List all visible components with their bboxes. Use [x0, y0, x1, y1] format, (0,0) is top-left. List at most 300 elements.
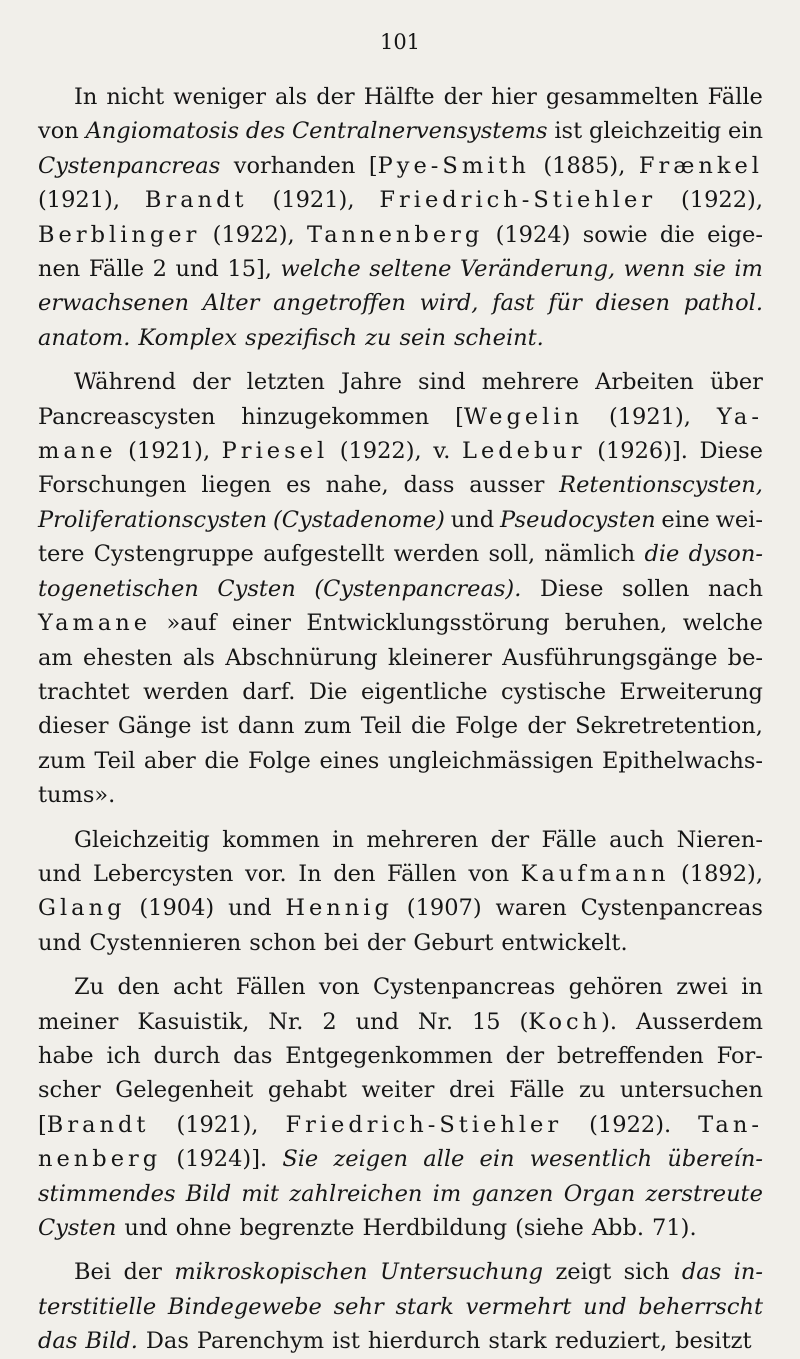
word: Nr.	[417, 1008, 454, 1035]
word: spezifisch	[245, 324, 358, 351]
word: Entwicklungsstörung	[306, 610, 550, 637]
word: welche	[280, 256, 361, 283]
text-line	[38, 641, 763, 675]
word: Frænkel	[638, 152, 763, 179]
word: weniger	[173, 84, 266, 110]
word: dann	[237, 713, 295, 740]
word: Gleichzeitig	[74, 826, 210, 853]
word: nämlich	[544, 541, 636, 568]
text-line	[38, 926, 763, 960]
word: Cysten	[217, 575, 296, 602]
word: Zu	[74, 974, 105, 1001]
word: sollen	[622, 575, 690, 602]
text-line	[38, 321, 763, 355]
word: sich	[623, 1259, 670, 1286]
word: Retentionscysten,	[559, 472, 763, 499]
word: gehören	[568, 974, 663, 1001]
word: (1921),	[38, 187, 120, 214]
text-line	[38, 1073, 763, 1107]
word: trachtet	[38, 678, 130, 705]
word: schon	[249, 929, 316, 956]
word: gehabt	[267, 1077, 347, 1104]
word: Fälle	[88, 256, 145, 283]
word: Pancreascysten	[38, 403, 216, 430]
word: ausser	[469, 472, 545, 499]
word: erwachsenen	[38, 290, 189, 317]
word: terstitielle	[38, 1293, 157, 1320]
word: Jahre	[340, 369, 402, 396]
text-line	[38, 400, 763, 434]
word: weiter	[361, 1077, 435, 1104]
word: Kasuistik,	[137, 1008, 250, 1035]
word: eige-	[707, 221, 763, 248]
word: seltene	[369, 256, 452, 283]
word: liegen	[201, 472, 272, 499]
word: dieser	[38, 713, 109, 740]
text-line	[38, 468, 763, 502]
word: einer	[231, 610, 291, 637]
word: Fällen	[235, 974, 306, 1001]
word: das	[233, 1042, 273, 1069]
word: wesentlich	[529, 1146, 653, 1173]
word: Herdbildung	[362, 1215, 508, 1241]
word: von	[468, 860, 510, 887]
word: Veränderung,	[459, 256, 616, 283]
word: im	[432, 1180, 462, 1207]
text-line	[38, 1211, 763, 1245]
word: ungleichmässigen	[387, 747, 594, 774]
word: Die	[308, 678, 348, 705]
word: stimmendes	[38, 1180, 176, 1207]
word: Erweiterung	[619, 678, 763, 705]
word: meiner	[38, 1008, 119, 1035]
word: zu	[579, 1077, 606, 1104]
word: Nieren-	[676, 826, 763, 853]
word: Ya-	[716, 403, 763, 430]
word: (1922),	[681, 187, 763, 214]
word: zeigen	[333, 1146, 409, 1173]
text-line	[38, 286, 763, 320]
word: der	[192, 369, 231, 396]
word: Folge	[247, 747, 311, 774]
word: Gelegenheit	[115, 1077, 254, 1104]
word: Ausführungsgänge	[502, 644, 718, 671]
word: (1885),	[543, 152, 626, 179]
word: wenn	[623, 256, 686, 283]
word: sein	[399, 324, 446, 351]
word: Nr.	[268, 1008, 304, 1035]
word: des	[245, 118, 286, 145]
word: mehreren	[366, 826, 479, 853]
word: Brandt	[144, 187, 248, 214]
word: Epithelwachs-	[602, 747, 763, 774]
word: in	[741, 974, 763, 1001]
word: (1921),	[608, 403, 691, 430]
word: als	[182, 644, 215, 671]
word: scher	[38, 1077, 101, 1104]
word: für	[548, 290, 582, 317]
word: (1922),	[212, 221, 295, 248]
word: habe	[38, 1042, 94, 1069]
word: und	[38, 860, 82, 887]
word: Tan-	[698, 1111, 763, 1138]
word: Centralnervensystems	[291, 118, 548, 145]
word: sind	[418, 369, 466, 396]
word: Teil	[94, 747, 136, 774]
text-line	[38, 891, 763, 925]
word: in-	[733, 1259, 763, 1286]
word: Friedrich-Stiehler	[285, 1111, 563, 1138]
word: Berblinger	[38, 221, 201, 248]
text-line	[38, 1177, 763, 1211]
word: (1922).	[589, 1111, 672, 1138]
word: die	[644, 541, 680, 568]
word: (1904)	[139, 895, 215, 922]
word: mikroskopischen	[174, 1259, 368, 1286]
word: (1892),	[681, 860, 763, 887]
word: (1924)].	[176, 1146, 268, 1173]
word: In	[74, 84, 98, 110]
word: Hälfte	[363, 84, 435, 110]
word: Pseudocysten	[500, 506, 656, 533]
word: der	[123, 1259, 162, 1286]
word: es	[286, 472, 311, 499]
word: 2	[322, 1008, 337, 1035]
word: der	[366, 929, 406, 956]
word: Abschnürung	[225, 644, 378, 671]
word: Priesel	[221, 438, 329, 465]
word: das	[38, 1328, 78, 1355]
word: nenberg	[38, 1146, 162, 1173]
word: der	[443, 84, 483, 110]
text-line	[38, 1255, 763, 1289]
word: kleinerer	[387, 644, 492, 671]
word: aufgestellt	[263, 541, 385, 568]
word: Geburt	[413, 929, 494, 956]
word: (1907)	[406, 895, 482, 922]
word: eines	[319, 747, 380, 774]
word: ehesten	[83, 644, 173, 671]
word: gleichzeitig	[588, 118, 722, 145]
word: zerstreute	[645, 1180, 763, 1207]
word: Organ	[563, 1180, 636, 1207]
word: nahe,	[325, 472, 389, 499]
word: Ausserdem	[636, 1008, 763, 1035]
word: Komplex	[138, 324, 238, 351]
word: Bild	[185, 1180, 232, 1207]
word: Ledebur	[462, 438, 586, 465]
text-line	[38, 434, 763, 468]
word: vorhanden	[233, 152, 356, 179]
word: zum	[303, 713, 352, 740]
text-line	[38, 572, 763, 606]
word: (siehe	[515, 1215, 584, 1241]
word: Arbeiten	[595, 369, 694, 396]
word: soll,	[488, 541, 536, 568]
word: Bei	[74, 1259, 112, 1286]
word: wei-	[715, 506, 763, 533]
word: Sekretretention,	[575, 713, 763, 740]
word: übereín-	[667, 1146, 763, 1173]
word: Kaufmann	[520, 860, 670, 887]
text-line	[38, 709, 763, 743]
word: der	[527, 713, 566, 740]
word: der	[490, 826, 530, 853]
word: aber	[143, 747, 196, 774]
word: (Cystenpancreas).	[314, 575, 522, 602]
word: togenetischen	[38, 575, 199, 602]
word: gesammelten	[545, 84, 699, 110]
word: vor.	[245, 860, 287, 887]
word: Entgegenkommen	[285, 1042, 493, 1069]
word: Bild.	[85, 1328, 138, 1355]
word: besitzt	[675, 1328, 752, 1355]
word: und	[175, 256, 219, 283]
word: stark	[395, 1293, 454, 1320]
word: ist	[200, 713, 229, 740]
word: zwei	[676, 974, 728, 1001]
word: Fälle	[707, 84, 763, 110]
word: Fälle	[541, 826, 597, 853]
word: cystische	[500, 678, 607, 705]
word: hierdurch	[367, 1328, 481, 1355]
word: [Wegelin	[455, 403, 584, 430]
word: den	[333, 860, 376, 887]
text-line	[38, 218, 763, 252]
word: 15],	[227, 256, 272, 283]
word: Untersuchung	[379, 1259, 544, 1286]
word: kommen	[222, 826, 320, 853]
text-line	[38, 1039, 763, 1073]
text-line	[38, 149, 763, 183]
word: Glang	[38, 895, 126, 922]
word: zahlreichen	[289, 1180, 423, 1207]
word: ist	[332, 1328, 360, 1355]
word: zum	[38, 747, 86, 774]
word: den	[117, 974, 160, 1001]
word: scheint.	[454, 324, 544, 351]
text-line	[38, 114, 763, 148]
word: Hennig	[285, 895, 393, 922]
word: und	[38, 929, 82, 956]
word: Forschungen	[38, 472, 187, 499]
word: (1921),	[272, 187, 355, 214]
word: stark	[488, 1328, 547, 1355]
text-line	[38, 1324, 763, 1358]
text-line	[38, 1290, 763, 1324]
word: (1926)].	[597, 438, 688, 465]
word: Folge	[455, 713, 519, 740]
word: Tannenberg	[306, 221, 484, 248]
word: (1924)	[495, 221, 571, 248]
text-line	[38, 606, 763, 640]
word: zeigt	[555, 1259, 612, 1286]
word: werden	[143, 678, 229, 705]
word: (Koch).	[519, 1008, 618, 1035]
text-line	[38, 1108, 763, 1142]
word: die	[204, 747, 240, 774]
word: Proliferationscysten	[38, 506, 268, 533]
word: Cystenpancreas	[580, 895, 763, 922]
word: pathol.	[683, 290, 763, 317]
word: (1921),	[176, 1111, 259, 1138]
word: von	[38, 118, 79, 145]
word: und	[583, 1293, 627, 1320]
word: sehr	[333, 1293, 384, 1320]
word: drei	[449, 1077, 495, 1104]
word: hier	[491, 84, 537, 110]
word: fast	[492, 290, 535, 317]
word: Während	[74, 369, 177, 396]
word: und	[228, 895, 272, 922]
word: Angiomatosis	[85, 118, 240, 145]
word: 15	[471, 1008, 501, 1035]
word: diesen	[595, 290, 670, 317]
word: beherrscht	[638, 1293, 763, 1320]
word: zu	[365, 324, 392, 351]
word: 2	[152, 256, 167, 283]
word: nen	[38, 256, 81, 283]
word: untersuchen	[619, 1077, 763, 1104]
word: 71).	[652, 1215, 697, 1241]
word: be-	[727, 644, 763, 671]
word: mane	[38, 438, 117, 465]
word: sowie	[582, 221, 648, 248]
word: von	[318, 974, 360, 1001]
text-line	[38, 857, 763, 891]
word: betreffenden	[556, 1042, 704, 1069]
word: und	[124, 1215, 168, 1241]
page-number: 101	[379, 30, 421, 54]
word: die	[659, 221, 695, 248]
word: eigentliche	[360, 678, 488, 705]
word: durch	[153, 1042, 221, 1069]
word: darf.	[242, 678, 296, 705]
word: nicht	[106, 84, 165, 110]
word: ein	[479, 1146, 515, 1173]
text-line	[38, 183, 763, 217]
word: reduziert,	[554, 1328, 668, 1355]
word: [Pye-Smith	[368, 152, 530, 179]
word: vermehrt	[465, 1293, 572, 1320]
word: waren	[495, 895, 567, 922]
word: Cystenpancreas	[373, 974, 556, 1001]
word: über	[709, 369, 763, 396]
text-line	[38, 675, 763, 709]
word: Fälle	[509, 1077, 565, 1104]
word: Friedrich-Stiehler	[379, 187, 657, 214]
word: der	[316, 84, 355, 110]
word: (1922),	[339, 438, 422, 465]
word: Cystennieren	[89, 929, 242, 956]
word: und	[355, 1008, 399, 1035]
word: das	[681, 1259, 722, 1286]
word: Cystenpancreas	[38, 152, 221, 179]
word: ist	[554, 118, 583, 145]
word: anatom.	[38, 324, 131, 351]
word: Cysten	[38, 1215, 117, 1241]
word: Diese	[699, 438, 763, 465]
word: welche	[682, 610, 763, 637]
word: (Cystadenome)	[273, 506, 445, 533]
word: dass	[403, 472, 455, 499]
word: Sie	[282, 1146, 319, 1173]
text-line	[38, 80, 763, 114]
word: ein	[727, 118, 763, 145]
word: ohne	[175, 1215, 232, 1241]
word: ganzen	[471, 1180, 554, 1207]
word: nach	[707, 575, 763, 602]
word: alle	[423, 1146, 465, 1173]
word: dyson-	[688, 541, 763, 568]
word: entwickelt.	[501, 929, 628, 956]
word: angetroffen	[273, 290, 406, 317]
word: am	[38, 644, 73, 671]
word: Das	[145, 1328, 189, 1355]
word: bei	[323, 929, 359, 956]
word: [Brandt	[38, 1111, 150, 1138]
word: als	[275, 84, 308, 110]
word: wird,	[419, 290, 479, 317]
word: For-	[716, 1042, 763, 1069]
word: Abb.	[591, 1215, 645, 1241]
word: mit	[241, 1180, 279, 1207]
text-line	[38, 823, 763, 857]
text-line	[38, 537, 763, 571]
word: Teil	[360, 713, 402, 740]
word: Yamane	[38, 610, 152, 637]
word: Gänge	[117, 713, 192, 740]
word: der	[505, 1042, 545, 1069]
body-text	[38, 80, 763, 1359]
word: beruhen,	[564, 610, 668, 637]
word: Lebercysten	[92, 860, 234, 887]
text-line	[38, 503, 763, 537]
word: (1921),	[128, 438, 211, 465]
word: auch	[609, 826, 665, 853]
word: Parenchym	[196, 1328, 325, 1355]
word: sie	[693, 256, 726, 283]
word: Alter	[202, 290, 260, 317]
word: werden	[393, 541, 480, 568]
word: und	[450, 506, 495, 533]
text-line	[38, 778, 763, 812]
text-line	[38, 744, 763, 778]
word: eine	[661, 506, 710, 533]
word: tere	[38, 541, 85, 568]
word: acht	[173, 974, 223, 1001]
text-line	[38, 970, 763, 1004]
word: Fällen	[387, 860, 457, 887]
word: »auf	[166, 610, 217, 637]
word: Diese	[539, 575, 604, 602]
word: im	[734, 256, 763, 283]
word: Cystengruppe	[93, 541, 254, 568]
word: begrenzte	[239, 1215, 355, 1241]
text-line	[38, 252, 763, 286]
word: mehrere	[481, 369, 580, 396]
word: die	[411, 713, 446, 740]
word: Bindegewebe	[167, 1293, 322, 1320]
text-line	[38, 1005, 763, 1039]
word: In	[298, 860, 322, 887]
word: hinzugekommen	[241, 403, 430, 430]
word: tums».	[38, 782, 116, 809]
word: letzten	[246, 369, 325, 396]
word: in	[332, 826, 354, 853]
text-line	[38, 1142, 763, 1176]
word: ich	[106, 1042, 141, 1069]
